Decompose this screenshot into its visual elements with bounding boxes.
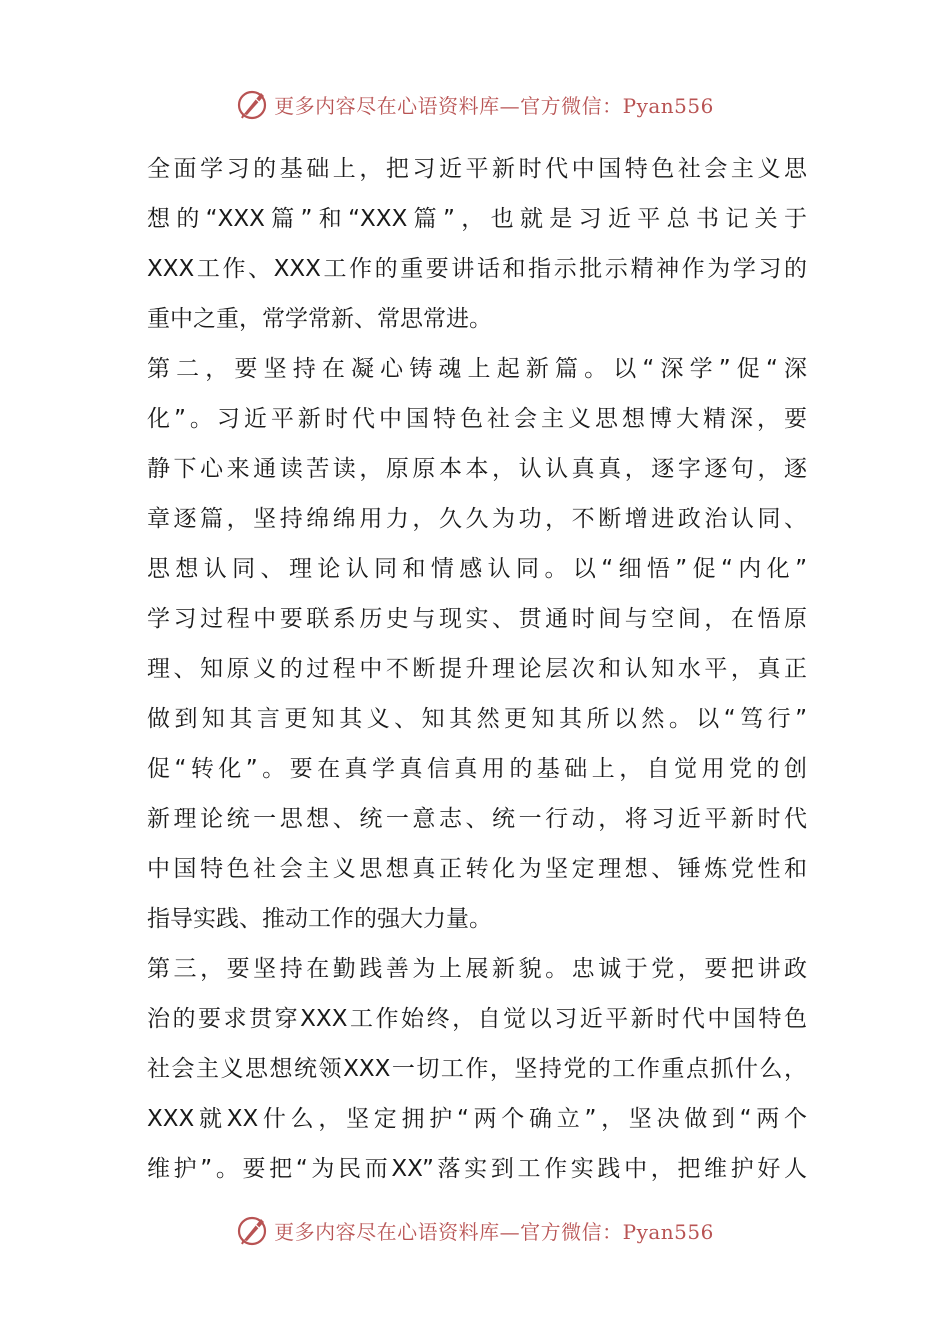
- text-line: 章逐篇，坚持绵绵用力，久久为功，不断增进政治认同、: [147, 506, 807, 532]
- text-line: 想的“XXX篇”和“XXX篇”，也就是习近平总书记关于: [147, 206, 807, 232]
- text-line: 指导实践、推动工作的强大力量。: [147, 906, 492, 932]
- document-body: [147, 144, 807, 1194]
- watermark-header: [0, 84, 950, 124]
- text-line: XXX工作、XXX工作的重要讲话和指示批示精神作为学习的: [147, 256, 807, 282]
- text-line: 新理论统一思想、统一意志、统一行动，将习近平新时代: [147, 806, 807, 832]
- text-line: 第二，要坚持在凝心铸魂上起新篇。以“深学”促“深: [147, 356, 807, 382]
- text-line: 中国特色社会主义思想真正转化为坚定理想、锤炼党性和: [147, 856, 807, 882]
- text-line: XXX就XX什么，坚定拥护“两个确立”，坚决做到“两个: [147, 1106, 807, 1132]
- text-line: 思想认同、理论认同和情感认同。以“细悟”促“内化”: [147, 556, 807, 582]
- text-line: 全面学习的基础上，把习近平新时代中国特色社会主义思: [147, 156, 807, 182]
- watermark-text: 更多内容尽在心语资料库—官方微信：Pyan556: [274, 93, 714, 118]
- text-line: 促“转化”。要在真学真信真用的基础上，自觉用党的创: [147, 756, 807, 782]
- watermark-footer: [0, 1210, 950, 1250]
- text-line: 化”。习近平新时代中国特色社会主义思想博大精深，要: [147, 406, 807, 432]
- text-line: 第三，要坚持在勤践善为上展新貌。忠诚于党，要把讲政: [147, 956, 807, 982]
- text-line: 重中之重，常学常新、常思常进。: [147, 306, 492, 332]
- text-line: 治的要求贯穿XXX工作始终，自觉以习近平新时代中国特色: [147, 1006, 807, 1032]
- text-line: 理、知原义的过程中不断提升理论层次和认知水平，真正: [147, 656, 807, 682]
- text-line: 学习过程中要联系历史与现实、贯通时间与空间，在悟原: [147, 606, 807, 632]
- text-line: 维护”。要把“为民而XX”落实到工作实践中，把维护好人: [147, 1156, 807, 1182]
- text-line: 静下心来通读苦读，原原本本，认认真真，逐字逐句，逐: [147, 456, 807, 482]
- watermark-text: 更多内容尽在心语资料库—官方微信：Pyan556: [274, 1219, 714, 1244]
- quill-pen-circle-icon: [236, 87, 270, 121]
- text-line: 社会主义思想统领XXX一切工作，坚持党的工作重点抓什么，: [147, 1056, 807, 1082]
- text-line: 做到知其言更知其义、知其然更知其所以然。以“笃行”: [147, 706, 807, 732]
- quill-pen-circle-icon: [236, 1213, 270, 1247]
